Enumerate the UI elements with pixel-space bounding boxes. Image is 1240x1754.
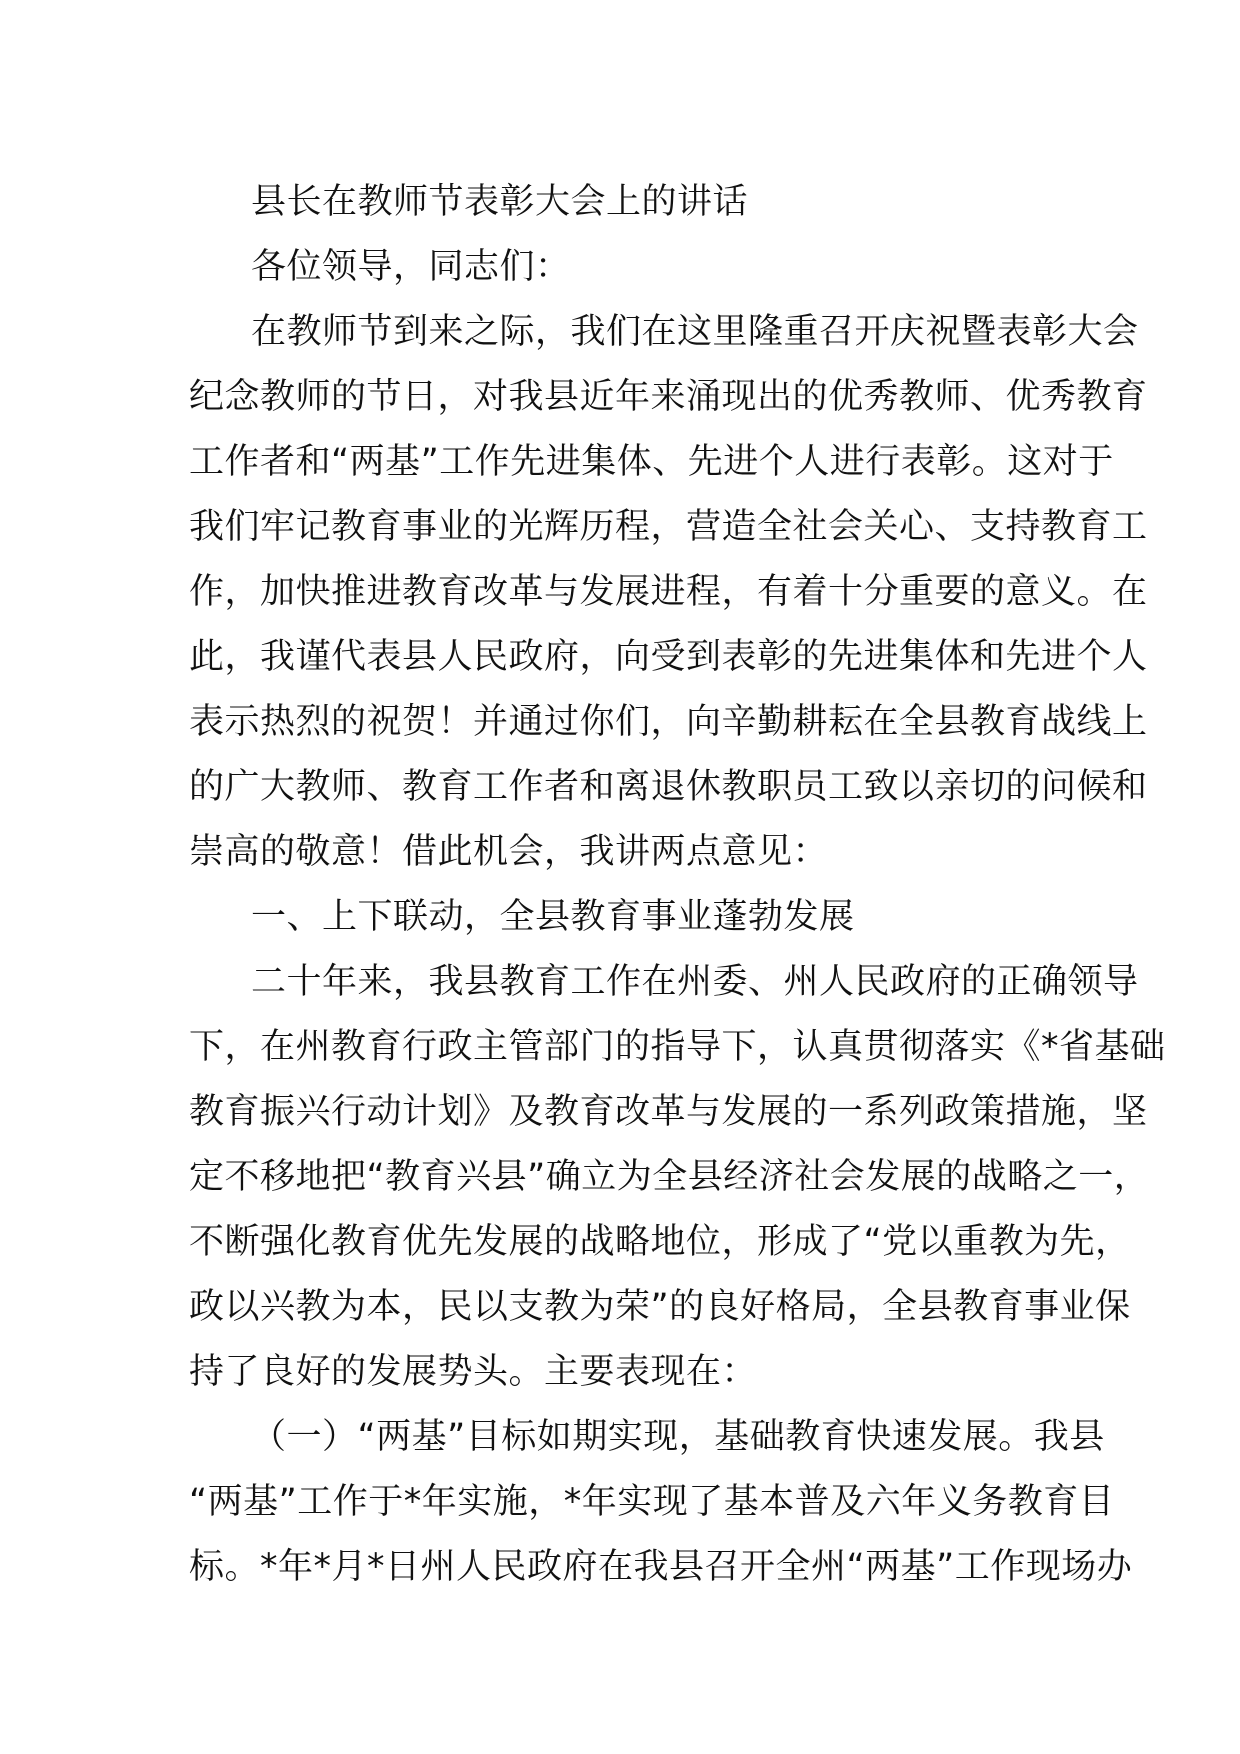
body-line: 持了良好的发展势头。主要表现在：: [189, 1352, 758, 1392]
body-line: 的广大教师、教育工作者和离退休教职员工致以亲切的问候和: [189, 767, 1148, 807]
document-title: 县长在教师节表彰大会上的讲话: [251, 182, 749, 222]
body-line: 我们牢记教育事业的光辉历程，营造全社会关心、支持教育工: [189, 507, 1148, 547]
body-line: 不断强化教育优先发展的战略地位，形成了“党以重教为先，: [189, 1222, 1131, 1262]
body-line: 工作者和“两基”工作先进集体、先进个人进行表彰。这对于: [189, 442, 1114, 482]
body-line: 二十年来，我县教育工作在州委、州人民政府的正确领导: [251, 962, 1139, 1002]
body-line: 崇高的敬意！借此机会，我讲两点意见：: [189, 832, 829, 872]
body-line: 此，我谨代表县人民政府，向受到表彰的先进集体和先进个人: [189, 637, 1148, 677]
body-line: （一）“两基”目标如期实现，基础教育快速发展。我县: [251, 1417, 1105, 1457]
body-line: 定不移地把“教育兴县”确立为全县经济社会发展的战略之一，: [189, 1157, 1150, 1197]
body-line: 纪念教师的节日，对我县近年来涌现出的优秀教师、优秀教育: [189, 377, 1148, 417]
document-body: [189, 170, 1166, 1600]
body-line: 标。*年*月*日州人民政府在我县召开全州“两基”工作现场办: [189, 1547, 1133, 1587]
body-line: 作，加快推进教育改革与发展进程，有着十分重要的意义。在: [189, 572, 1148, 612]
body-line: 表示热烈的祝贺！并通过你们，向辛勤耕耘在全县教育战线上: [189, 702, 1148, 742]
body-line: “两基”工作于*年实施，*年实现了基本普及六年义务教育目: [189, 1482, 1115, 1522]
body-line: 教育振兴行动计划》及教育改革与发展的一系列政策措施，坚: [189, 1092, 1148, 1132]
salutation: 各位领导，同志们：: [251, 247, 571, 287]
body-line: 一、上下联动，全县教育事业蓬勃发展: [251, 897, 855, 937]
body-line: 下，在州教育行政主管部门的指导下，认真贯彻落实《*省基础: [189, 1027, 1166, 1067]
body-text: [189, 300, 1166, 1600]
body-line: 政以兴教为本，民以支教为荣”的良好格局，全县教育事业保: [189, 1287, 1131, 1327]
body-line: 在教师节到来之际，我们在这里隆重召开庆祝暨表彰大会: [251, 312, 1139, 352]
